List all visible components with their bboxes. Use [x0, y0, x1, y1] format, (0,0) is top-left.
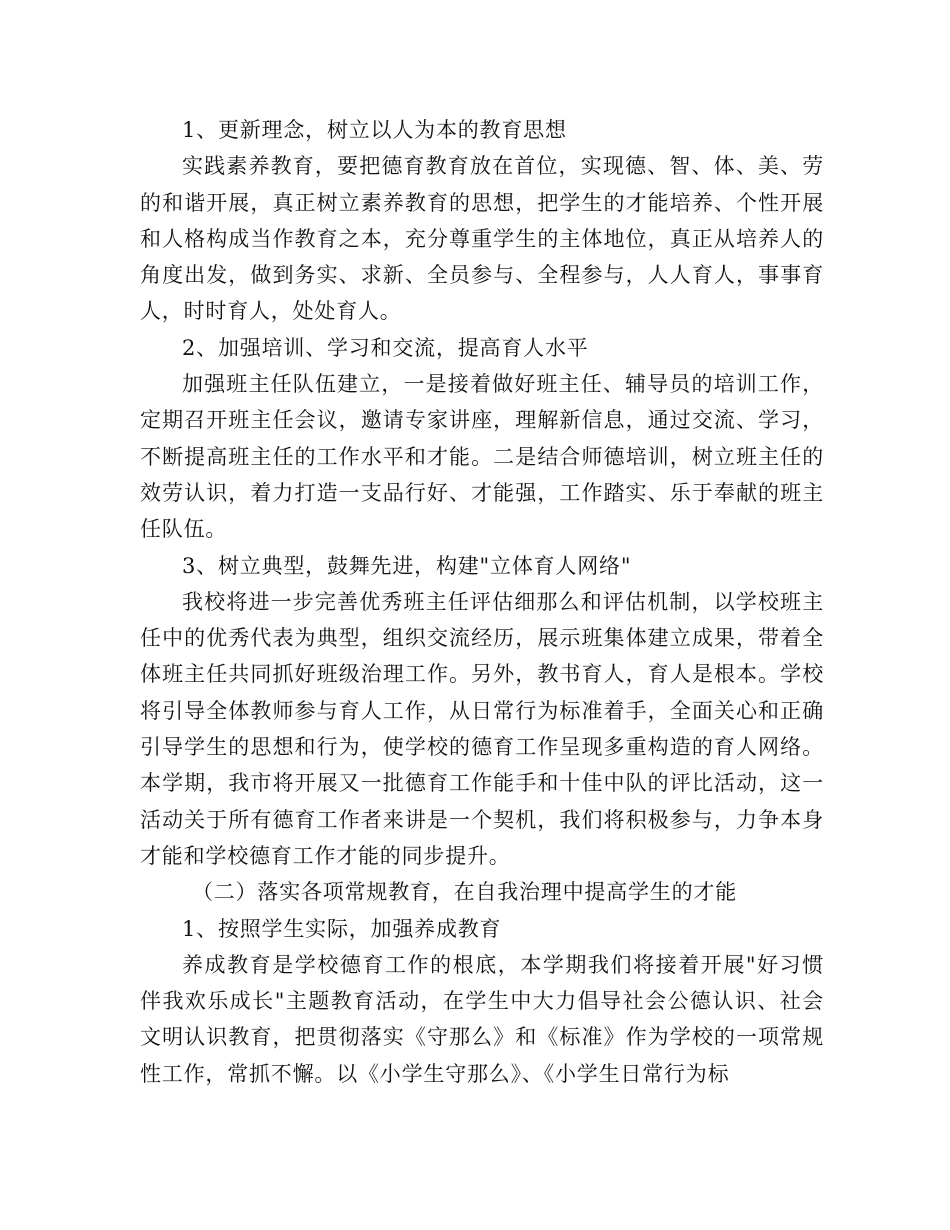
document-body [140, 112, 824, 1092]
paragraph-1: 实践素养教育，要把德育教育放在首位，实现德、智、体、美、劳的和谐开展，真正树立素养教育的思想，把学生的才能培养、个性开展和人格构成当作教育之本，充分尊重学生的主体地位，真正从培养人的角度出发，做到务实、求新、全员参与、全程参与，人人育人，事事育人，时时育人，处处育人。 [140, 154, 824, 324]
chapter-heading-2: （二）落实各项常规教育，在自我治理中提高学生的才能 [192, 880, 737, 905]
section-heading-2: 2、加强培训、学习和交流，提高育人水平 [182, 335, 589, 360]
section-heading-3: 3、树立典型，鼓舞先进，构建"立体育人网络" [182, 553, 632, 578]
paragraph-2: 加强班主任队伍建立，一是接着做好班主任、辅导员的培训工作，定期召开班主任会议，邀请专家讲座，理解新信息，通过交流、学习，不断提高班主任的工作水平和才能。二是结合师德培训，树立班主任的效劳认识，着力打造一支品行好、才能强，工作踏实、乐于奉献的班主任队伍。 [140, 372, 824, 542]
paragraph-4: 养成教育是学校德育工作的根底，本学期我们将接着开展"好习惯伴我欢乐成长"主题教育活动，在学生中大力倡导社会公德认识、社会文明认识教育，把贯彻落实《守那么》和《标准》作为学校的一项常规性工作，常抓不懈。以《小学生守那么》、《小学生日常行为标 [140, 952, 824, 1086]
section-heading-1: 1、更新理念，树立以人为本的教育思想 [182, 118, 567, 142]
paragraph-3: 我校将进一步完善优秀班主任评估细那么和评估机制，以学校班主任中的优秀代表为典型，组织交流经历，展示班集体建立成果，带着全体班主任共同抓好班级治理工作。另外，教书育人，育人是根本。学校将引导全体教师参与育人工作，从日常行为标准着手，全面关心和正确引导学生的思想和行为，使学校的德育工作呈现多重构造的育人网络。本学期，我市将开展又一批德育工作能手和十佳中队的评比活动，这一活动关于所有德育工作者来讲是一个契机，我们将积极参与，力争本身才能和学校德育工作才能的同步提升。 [140, 589, 824, 868]
section-heading-4: 1、按照学生实际，加强养成教育 [182, 916, 502, 941]
